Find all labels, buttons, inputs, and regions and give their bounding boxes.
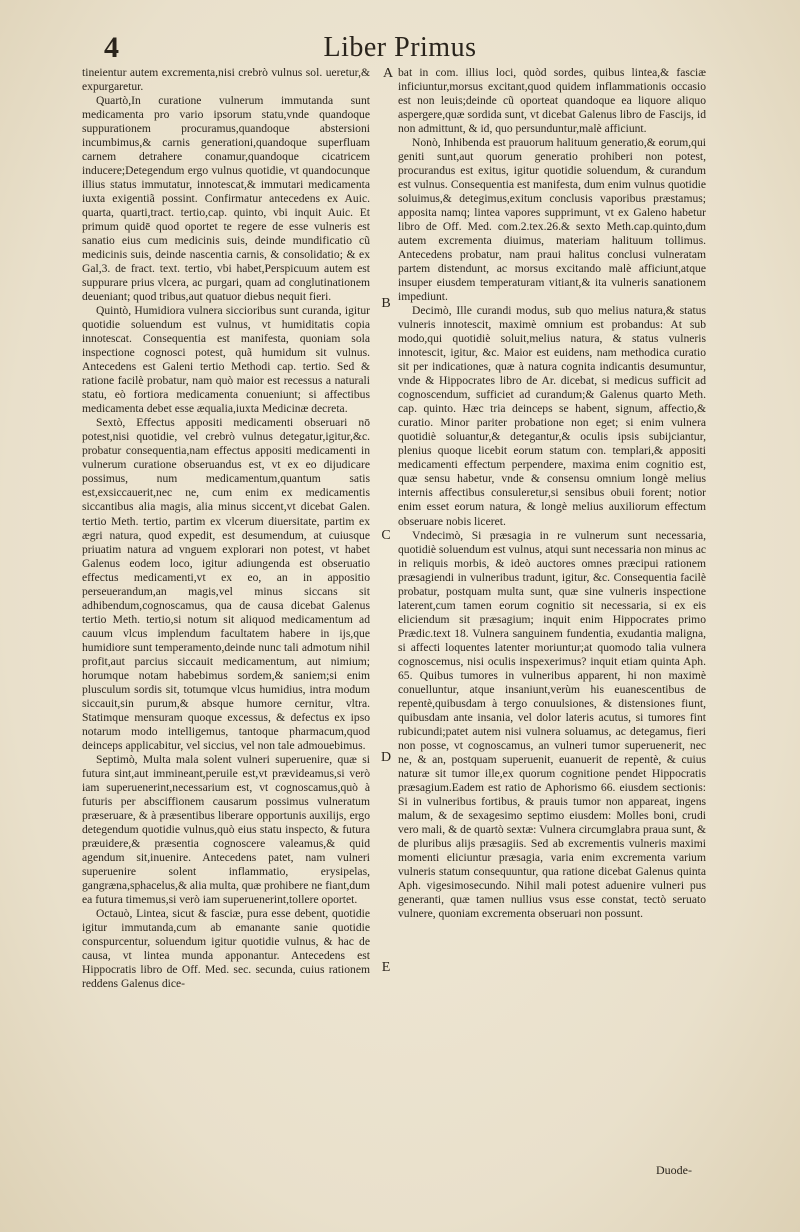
paragraph: Octauò, Lintea, sicut & fasciæ, pura esse debent, quotidie igitur immutanda,cum ab emanante sanie quotidie conspurcentur, soluendum igitur quotidie vulnus, & hac de causa, vt lintea munda apponantur. Antecedens est Hippocratis libro de Off. Med. sec. secunda, cuius rationem reddens Galenus dice- [82,906,370,991]
paragraph: tineientur autem excrementa,nisi crebrò vulnus sol. ueretur,& expurgaretur. [82,66,370,94]
margin-letter-c: C [381,528,391,543]
margin-letter-b: B [381,296,391,311]
page-number: 4 [104,31,119,64]
paragraph: Sextò, Effectus appositi medicamenti obseruari nō potest,nisi quotidie, vel crebrò vulnus detegatur,igitur,&c. probatur consequentia,nam effectus appositi medicamenti in vulnerum curatione obseruandus est, vt ex eo dijudicare possimus, num medicamentum,quantum satis est,exsiccauerit,nec ne, cum enim ex medicamentis siccantibus alia magis, alia minus siccent,vt dicebat Galen. tertio Meth. tertio, partim ex vlcerum diuersitate, partim ex ægri natura, quod expedit, est desumendum, at cuiusque priuatim natura ad vnguem explorari non potest, vt habet Galenus eodem loco, igitur adiungenda est obseruatio effectus medicamenti,vt ex eo, an in appositio perseuerandum,an magis,vel minus siccans sit adhibendum,cognoscamus, qua de causa dicebat Galenus tertio Meth. tertio,si notum sit aliquod medicamentum ad cauum vlcus implendum facultatem habere in ijs,que humidiore sunt temperamento,deinde nunc tali admotum nihil profit,aut parcius siccauit medicamentum, aut nimium; horumque notam habebimus sordem,& saniem;si enim plusculum sordis sit, totumque vlcus humidius, intra modum siccauit,sin purum,& absque humore cernitur, vltra. Statimque mensuram quoque excessus, & defectus ex ipso notarum modo intelligemus, tantoque pharmacum,quod deinceps applicabitur, vel siccius, vel non tale admouebimus. [82,416,370,752]
margin-letter-d: D [380,750,392,765]
paragraph: bat in com. illius loci, quòd sordes, quibus lintea,& fasciæ inficiuntur,morsus excitant,quod quidem inflammationis occasio est non leuis;deinde cũ oporteat quandoque ea liquore aliquo aspergere,quæ sordida sunt, vt dicebat Galenus libro de Fascijs, id non admittunt, & id, quo persunduntur,malè afficiunt. [398,66,706,136]
margin-letter-e: E [381,960,391,975]
paragraph: Nonò, Inhibenda est prauorum halituum generatio,& eorum,qui geniti sunt,aut quorum generatio prohiberi non potest, procurandus est exitus, igitur quotidie soluendum, & curandum est vulnus. Consequentia est manifesta, dum enim vulnus quotidie soluimus,& detegimus,exitum conclusis vaporibus præstamus; apposita namq; lintea vapores supprimunt, vt ex Galeno habetur libro de Off. Med. com.2.tex.26.& sexto Meth.cap.quinto,dum autem excrementa diuimus, materiam halituum tollimus. Antecedens probatur, nam praui halitus conclusi vulneratam partem distendunt, ac morsus excitando malè afficiunt,atque insuper eiusdem temperaturam vitiant,& ita vulneris sanationem impediunt. [398,136,706,304]
catchword: Duode- [656,1163,692,1177]
paragraph: Vndecimò, Si præsagia in re vulnerum sunt necessaria, quotidiè soluendum est vulnus, atqui sunt necessaria non minus ac in reliquis morbis, & ideò auctores omnes præcipui rationem præsagiendi in vulneribus tradunt, igitur, &c. Consequentia facilè probatur, postquam multa sunt, quæ sine vulneris inspectione laterent,cum tamen eorum cognitio sit necessaria, si ex eis eliciendum sit præsagium; inquit enim Hippocrates primo Prædic.text 18. Vulnera sanguinem fundentia, exudantia maligna, si affecti loquentes latenter moriuntur;at quomodo talia vulnera cognoscemus, nisi oculis inspexerimus? inquit etiam quinta Aph. 65. Quibus tumores in vulneribus apparent, hi non maximè conuelluntur, atque insaniunt,verùm his euanescentibus de repentè,quibusdam à tergo conuulsiones, & distensiones fiunt, quibusdam ante insania, vel dolor lateris acutus, si tumores fint rubicundi;patet autem nisi vulnera soluamus, ac detegamus, fieri non posse, vt cognoscamus, an vulneri tumor superuenerit, nec ne, & an, postquam superuenit, euanuerit de repentè, & cuius naturæ sit tumor ille,ex quorum cognitione pendet Hippocratis præsagium.Eadem est ratio de Aphorismo 66. eiusdem sectionis: Si in vulneribus fortibus, & prauis tumor non appareat, ingens malum, & de sexagesimo septimo eiusdem: Molles boni, crudi vero mali, & de quartò sextæ: Vulnera circumglabra praua sunt, & de pluribus alijs præsagiis. Sed ab excrementis vulneris maximi momenti eliciuntur præsagia, varia enim excrementa varium vulneris statum consequuntur, qua ratione dicebat Galenus quinta Aph. vigesimosecundo. Nihil mali potest aduenire vulneri pus generanti, quæ tamen nullius vsus esse constat, tectò seruato vulnere, quoniam excrementa obseruari non possunt. [398,528,706,920]
right-column [398,66,706,1176]
paragraph: Septimò, Multa mala solent vulneri superuenire, quæ si futura sint,aut immineant,peruile est,vt prævideamus,si verò iam superuenerint,necessarium est, vt cognoscamus,quò à futuris per absciffionem causarum possimus vulneratum præseruare, & à præsentibus liberare opportunis auxilijs, ergo detegendum quotidie vulnus,quò eius statu inspecto, & futura præuidere,& præsentia cognoscere valeamus,& quid agendum sit,inuenire. Antecedens patet, nam vulneri superuenire solent inflammatio, erysipelas, gangræna,sphacelus,& alia multa, quæ prohibere ne fiant,dum ea futura timemus,si verò iam superuenerint,tollere oportet. [82,752,370,906]
margin-letter-a: A [382,66,394,81]
running-head [0,28,800,68]
left-column [82,66,370,1166]
paragraph: Decimò, Ille curandi modus, sub quo melius natura,& status vulneris innotescit, maximè omnium est probandus: At sub modo,qui quotidiè soluit,melius natura, & status vulneris innotescit, igitur, &c. Maior est euidens, nam methodica curatio sit per indicationes, quæ à natura cognita indicantis desumuntur, vnde & Hippocrates libro de Ar. dicebat, si medicus sufficit ad cognoscendum, sufficiet ad curandum;& Galenus quarto Meth. cap. quinto. Hæc tria deinceps se habent, signum, affectio,& curatio. Minor pariter probatione non eget; si enim vulnera quotidiè soluantur,& detegantur,& oculis ipsis subijciantur, plenius quoque licebit eorum statum con. templari,& appositi medicamenti effectum perpendere, maxima enim cognitio est, quæ sensu habetur, vnde & consensu omnium longè melius internis affectibus consuleretur,si sensibus obuii forent; notior enim esset eorum natura, & longè melius auxiliorum effectum obseruare nobis liceret. [398,304,706,528]
paragraph: Quintò, Humidiora vulnera siccioribus sunt curanda, igitur quotidie soluendum est vulnus, vt humiditatis copia innotescat. Consequentia est manifesta, quoniam sola inspectione cognosci potest, quã humidum sit vulnus. Antecedens est Galeni tertio Methodi cap. tertio. Sed & ratione facilè probatur, nam quò maior est recessus a naturali statu, eò fortiora medicamenta conueniunt; si affectibus medicamenta debet esse æqualia,iuxta Medicinæ decreta. [82,304,370,416]
paragraph: Quartò,In curatione vulnerum immutanda sunt medicamenta pro vario ipsorum statu,vnde quandoque suppurationem procuramus,quandoque abstersioni incumbimus,& carnis generationi,quandoque superfluam carnem detrahere conamur,quandoque cicatricem inducere;Detegendum ergo vulnus quotidie, vt quandocunque illius status immutatur, innotescat,& immutari medicamenta iuxta exigentiã possint. Confirmatur antecedens ex Auic. quarta, quarti,tract. tertio,cap. quinto, vbi inquit Auic. Et primum quidē quod oportet te regere de esse vulneris est sanatio eius cum medicinis suis, deinde mundificatio cũ medicinis suis, deinde nascentia carnis, & consolidatio; & ex Gal,3. de fract. text. tertio, vbi habet,Perspicuum autem est suppurare prius vlcera, ac purgari, quam ad conglutinationem deueniant; quod tribus,aut quatuor diebus nequit fieri. [82,94,370,304]
book-title: Liber Primus [323,32,477,63]
